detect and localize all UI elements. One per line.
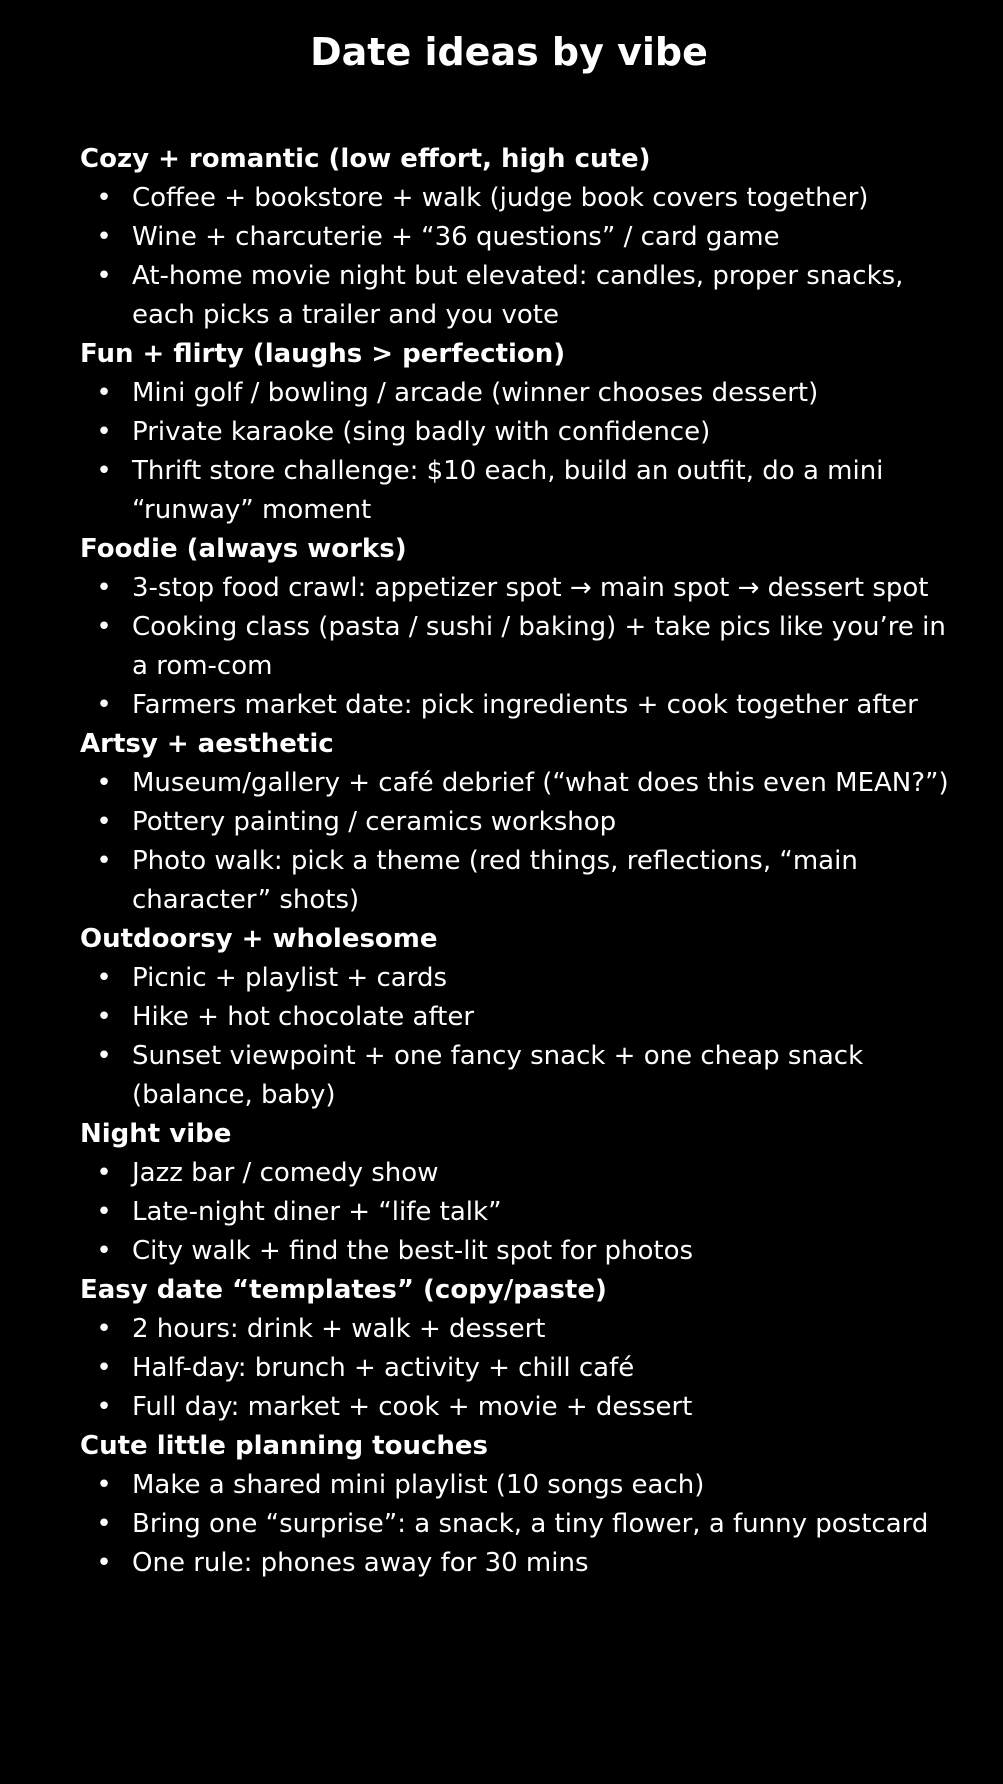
- bullet-icon: •: [96, 1548, 112, 1578]
- idea-list: [80, 374, 960, 530]
- page-title: Date ideas by vibe: [310, 30, 708, 74]
- idea-text: Sunset viewpoint + one fancy snack + one cheap snack (balance, baby): [132, 1041, 864, 1110]
- bullet-icon: •: [96, 222, 112, 252]
- vibe-section: [80, 725, 960, 920]
- section-heading: Foodie (always works): [80, 534, 407, 564]
- bullet-icon: •: [96, 456, 112, 486]
- idea-list: [80, 1154, 960, 1271]
- idea-list: [80, 179, 960, 335]
- idea-item: [80, 1193, 960, 1232]
- idea-item: [80, 803, 960, 842]
- idea-item: [80, 413, 960, 452]
- date-ideas-list: [80, 140, 960, 1583]
- bullet-icon: •: [96, 378, 112, 408]
- idea-item: [80, 686, 960, 725]
- idea-text: Coffee + bookstore + walk (judge book covers together): [132, 183, 869, 213]
- idea-text: Farmers market date: pick ingredients + cook together after: [132, 690, 918, 720]
- bullet-icon: •: [96, 261, 112, 291]
- bullet-icon: •: [96, 963, 112, 993]
- bullet-icon: •: [96, 1197, 112, 1227]
- idea-text: Mini golf / bowling / arcade (winner chooses dessert): [132, 378, 819, 408]
- idea-text: Picnic + playlist + cards: [132, 963, 447, 993]
- idea-text: City walk + find the best-lit spot for photos: [132, 1236, 694, 1266]
- bullet-icon: •: [96, 1236, 112, 1266]
- idea-list: [80, 959, 960, 1115]
- idea-text: Wine + charcuterie + “36 questions” / card game: [132, 222, 780, 252]
- idea-item: [80, 1544, 960, 1583]
- bullet-icon: •: [96, 768, 112, 798]
- idea-text: Hike + hot chocolate after: [132, 1002, 475, 1032]
- bullet-icon: •: [96, 1353, 112, 1383]
- idea-item: [80, 608, 960, 686]
- idea-text: Thrift store challenge: $10 each, build an outfit, do a mini “runway” moment: [132, 456, 884, 525]
- bullet-icon: •: [96, 1158, 112, 1188]
- idea-text: 2 hours: drink + walk + dessert: [132, 1314, 546, 1344]
- idea-item: [80, 1349, 960, 1388]
- vibe-section: [80, 1115, 960, 1271]
- bullet-icon: •: [96, 612, 112, 642]
- idea-text: Pottery painting / ceramics workshop: [132, 807, 617, 837]
- idea-text: Museum/gallery + café debrief (“what does this even MEAN?”): [132, 768, 949, 798]
- idea-text: One rule: phones away for 30 mins: [132, 1548, 589, 1578]
- idea-list: [80, 1310, 960, 1427]
- idea-item: [80, 1154, 960, 1193]
- idea-text: Jazz bar / comedy show: [132, 1158, 439, 1188]
- bullet-icon: •: [96, 846, 112, 876]
- idea-item: [80, 374, 960, 413]
- idea-item: [80, 1310, 960, 1349]
- bullet-icon: •: [96, 1041, 112, 1071]
- idea-item: [80, 257, 960, 335]
- idea-item: [80, 452, 960, 530]
- idea-item: [80, 1232, 960, 1271]
- vibe-section: [80, 920, 960, 1115]
- idea-list: [80, 569, 960, 725]
- bullet-icon: •: [96, 183, 112, 213]
- idea-text: Full day: market + cook + movie + dessert: [132, 1392, 693, 1422]
- vibe-section: [80, 530, 960, 725]
- section-heading: Artsy + aesthetic: [80, 729, 334, 759]
- idea-item: [80, 179, 960, 218]
- idea-item: [80, 1037, 960, 1115]
- section-heading: Night vibe: [80, 1119, 232, 1149]
- bullet-icon: •: [96, 807, 112, 837]
- bullet-icon: •: [96, 573, 112, 603]
- idea-text: Private karaoke (sing badly with confidence): [132, 417, 711, 447]
- vibe-section: [80, 1271, 960, 1427]
- idea-item: [80, 764, 960, 803]
- vibe-section: [80, 1427, 960, 1583]
- idea-text: Half-day: brunch + activity + chill café: [132, 1353, 635, 1383]
- idea-text: Make a shared mini playlist (10 songs each): [132, 1470, 705, 1500]
- idea-text: Photo walk: pick a theme (red things, reflections, “main character” shots): [132, 846, 858, 915]
- idea-item: [80, 1505, 960, 1544]
- idea-item: [80, 218, 960, 257]
- idea-item: [80, 959, 960, 998]
- section-heading: Cozy + romantic (low effort, high cute): [80, 144, 651, 174]
- section-heading: Outdoorsy + wholesome: [80, 924, 438, 954]
- idea-item: [80, 569, 960, 608]
- idea-text: Cooking class (pasta / sushi / baking) + take pics like you’re in a rom-com: [132, 612, 946, 681]
- idea-item: [80, 1466, 960, 1505]
- bullet-icon: •: [96, 1314, 112, 1344]
- bullet-icon: •: [96, 417, 112, 447]
- idea-text: Bring one “surprise”: a snack, a tiny flower, a funny postcard: [132, 1509, 929, 1539]
- idea-item: [80, 998, 960, 1037]
- vibe-section: [80, 335, 960, 530]
- section-heading: Cute little planning touches: [80, 1431, 488, 1461]
- idea-item: [80, 1388, 960, 1427]
- section-heading: Easy date “templates” (copy/paste): [80, 1275, 607, 1305]
- bullet-icon: •: [96, 1509, 112, 1539]
- bullet-icon: •: [96, 690, 112, 720]
- bullet-icon: •: [96, 1470, 112, 1500]
- section-heading: Fun + flirty (laughs > perfection): [80, 339, 566, 369]
- idea-text: At-home movie night but elevated: candles, proper snacks, each picks a trailer and you vote: [132, 261, 904, 330]
- bullet-icon: •: [96, 1392, 112, 1422]
- idea-text: Late-night diner + “life talk”: [132, 1197, 502, 1227]
- idea-list: [80, 764, 960, 920]
- bullet-icon: •: [96, 1002, 112, 1032]
- idea-item: [80, 842, 960, 920]
- idea-text: 3-stop food crawl: appetizer spot → main spot → dessert spot: [132, 573, 929, 603]
- vibe-section: [80, 140, 960, 335]
- idea-list: [80, 1466, 960, 1583]
